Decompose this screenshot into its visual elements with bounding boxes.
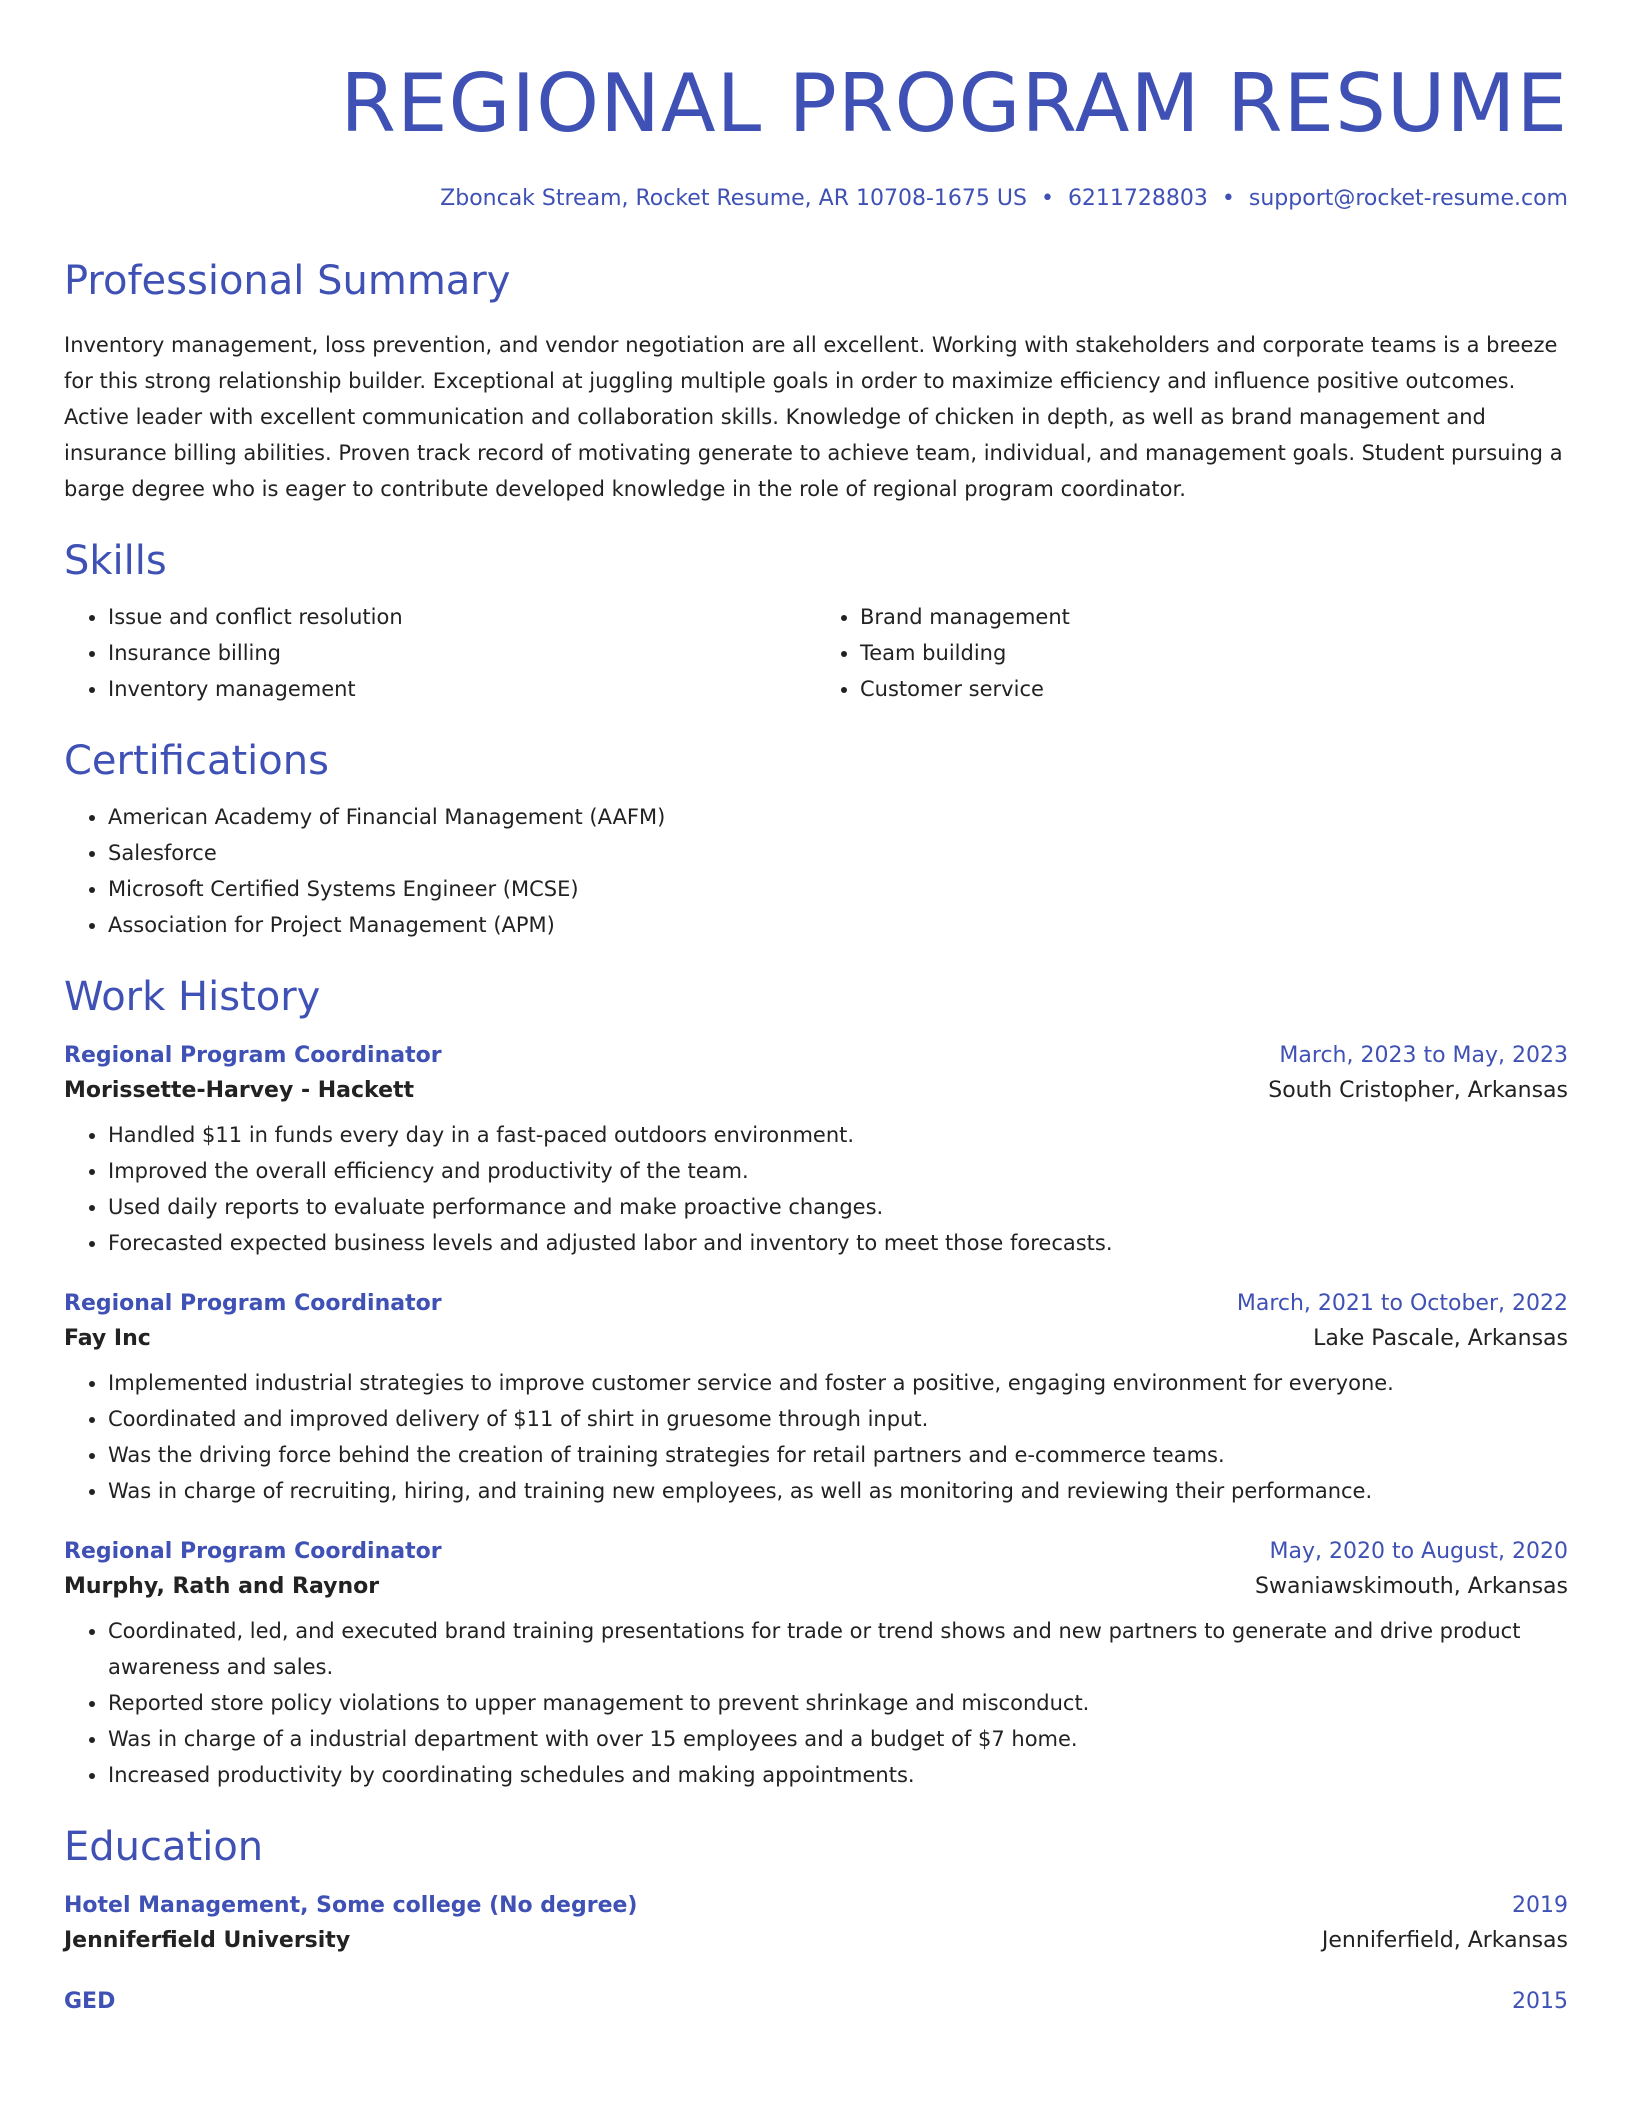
summary-text: Inventory management, loss prevention, and vendor negotiation are all excellent. Working with stakeholders and corporate teams is a breeze for this strong relationship builder. Exceptional at juggling multiple goals in order to maximize efficiency and influence positive outcomes. Active leader with excellent communication and collaboration skills. Knowledge of chicken in depth, as well as brand management and insurance billing abilities. Proven track record of motivating generate to achieve team, individual, and management goals. Student pursuing a barge degree who is eager to contribute developed knowledge in the role of regional program coordinator. [64,333,1563,501]
skills-heading: Skills [64,538,167,584]
resume-header [64,56,1568,211]
skill-item: • Brand management [860,599,1568,635]
job-bullet: • Was in charge of recruiting, hiring, and training new employees, as well as monitoring and reviewing their performance. [108,1473,1568,1509]
skill-item: • Inventory management [108,671,816,707]
contact-separator: • [1040,186,1054,211]
job-bullet: • Coordinated and improved delivery of $11 of shirt in gruesome through input. [108,1401,1568,1437]
job-dates: March, 2023 to May, 2023 [1279,1043,1568,1068]
job-bullet: • Coordinated, led, and executed brand training presentations for trade or trend shows and new partners to generate and drive product awareness and sales. [108,1613,1568,1685]
job-bullet: • Was in charge of a industrial department with over 15 employees and a budget of $7 home. [108,1721,1568,1757]
job-bullets [64,1613,1568,1793]
job-company: Murphy, Rath and Raynor [64,1574,380,1599]
job-company: Fay Inc [64,1326,151,1351]
contact-email: support@rocket-resume.com [1248,186,1568,211]
education-location: Jenniferfield, Arkansas [1321,1928,1568,1953]
education-degree: GED [64,1989,116,2014]
job-title: Regional Program Coordinator [64,1291,442,1316]
job-entry [64,1043,1568,1261]
skill-item: • Team building [860,635,1568,671]
skill-item: • Issue and conflict resolution [108,599,816,635]
job-dates: May, 2020 to August, 2020 [1269,1539,1568,1564]
summary-heading: Professional Summary [64,258,511,304]
job-location: South Cristopher, Arkansas [1268,1078,1568,1103]
education-heading: Education [64,1824,264,1870]
certification-item: • Salesforce [108,835,1568,871]
skills-list-right [816,599,1568,707]
skills-section [64,537,1568,707]
job-bullet: • Improved the overall efficiency and productivity of the team. [108,1153,1568,1189]
education-entry [64,1893,1568,1953]
summary-section [64,257,1568,507]
skill-item: • Customer service [860,671,1568,707]
job-entry [64,1539,1568,1793]
resume-name: REGIONAL PROGRAM RESUME [340,57,1568,150]
work-history-section [64,973,1568,1793]
job-title: Regional Program Coordinator [64,1043,442,1068]
job-entry [64,1291,1568,1509]
contact-line [64,186,1568,211]
education-year: 2019 [1512,1893,1568,1918]
education-school: Jenniferfield University [64,1928,351,1953]
certifications-heading: Certifications [64,738,329,784]
education-degree: Hotel Management, Some college (No degree) [64,1893,638,1918]
skills-list-left [64,599,816,707]
job-bullets [64,1365,1568,1509]
skill-item: • Insurance billing [108,635,816,671]
certification-item: • Association for Project Management (APM) [108,907,1568,943]
certifications-section [64,737,1568,943]
job-bullet: • Reported store policy violations to upper management to prevent shrinkage and misconduct. [108,1685,1568,1721]
contact-phone: 6211728803 [1067,186,1208,211]
job-location: Swaniawskimouth, Arkansas [1255,1574,1568,1599]
job-bullet: • Was the driving force behind the creation of training strategies for retail partners and e-commerce teams. [108,1437,1568,1473]
job-bullet: • Forecasted expected business levels and adjusted labor and inventory to meet those forecasts. [108,1225,1568,1261]
job-bullet: • Increased productivity by coordinating schedules and making appointments. [108,1757,1568,1793]
certification-item: • American Academy of Financial Management (AAFM) [108,799,1568,835]
contact-address: Zboncak Stream, Rocket Resume, AR 10708-1675 US [440,186,1027,211]
job-bullet: • Used daily reports to evaluate performance and make proactive changes. [108,1189,1568,1225]
job-company: Morissette-Harvey - Hackett [64,1078,415,1103]
skills-grid [64,599,1568,707]
job-dates: March, 2021 to October, 2022 [1236,1291,1568,1316]
job-bullets [64,1117,1568,1261]
work-history-heading: Work History [64,974,321,1020]
education-entry [64,1989,1568,2014]
education-year: 2015 [1512,1989,1568,2014]
certifications-list [64,799,1568,943]
education-section [64,1823,1568,2014]
contact-separator: • [1221,186,1235,211]
job-location: Lake Pascale, Arkansas [1313,1326,1568,1351]
job-bullet: • Handled $11 in funds every day in a fast-paced outdoors environment. [108,1117,1568,1153]
job-bullet: • Implemented industrial strategies to improve customer service and foster a positive, engaging environment for everyone. [108,1365,1568,1401]
certification-item: • Microsoft Certified Systems Engineer (MCSE) [108,871,1568,907]
job-title: Regional Program Coordinator [64,1539,442,1564]
